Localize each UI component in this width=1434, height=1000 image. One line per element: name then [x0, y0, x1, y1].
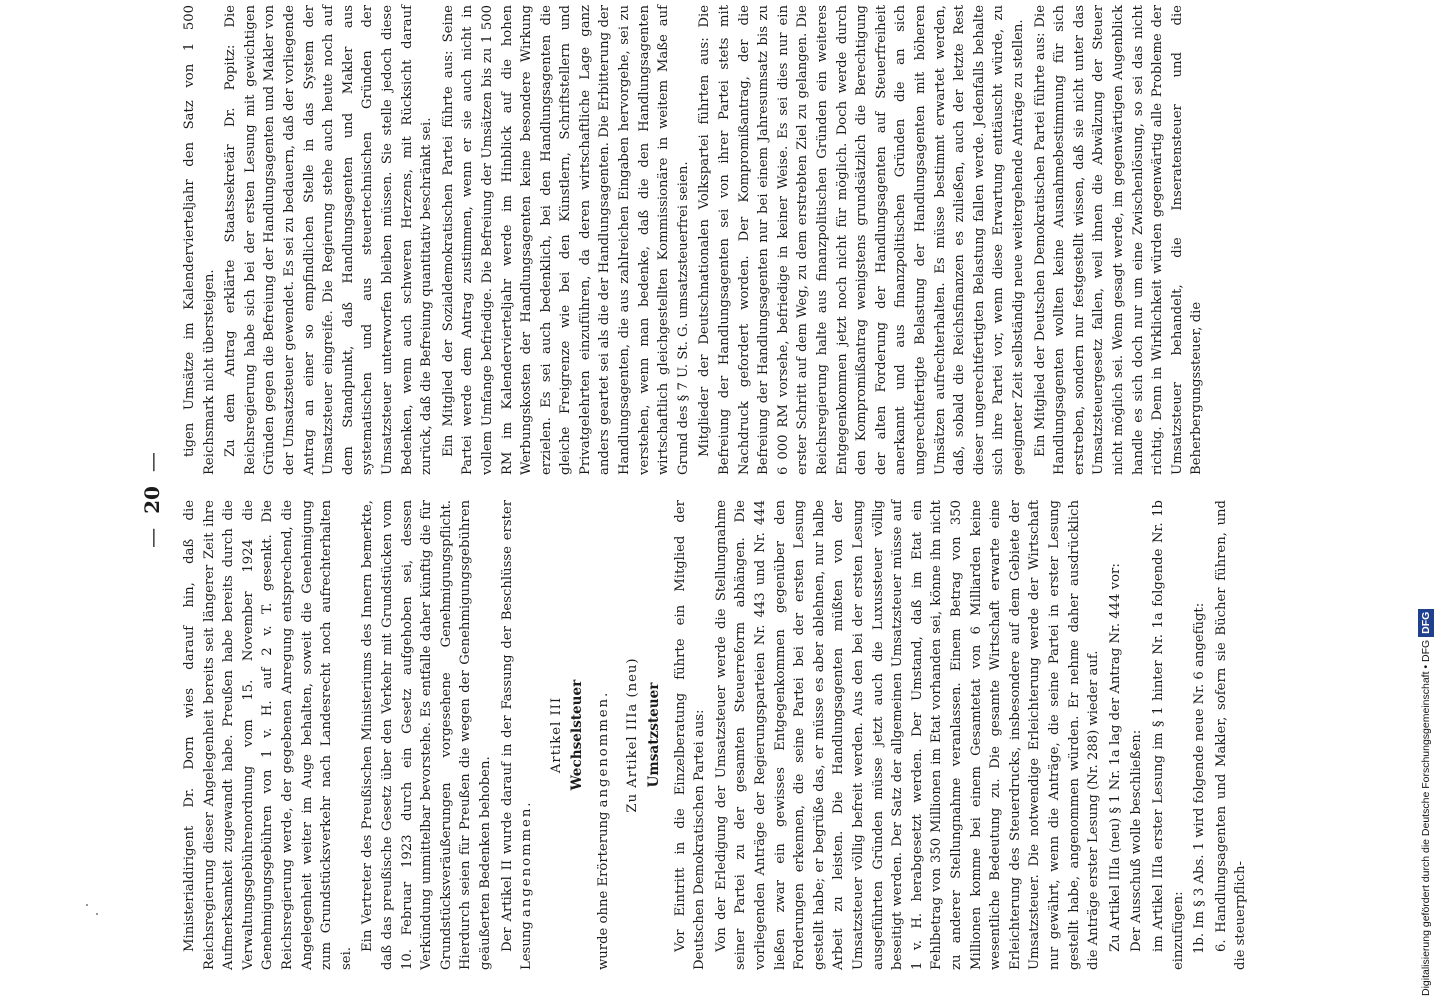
paragraph: Ein Mitglied der Sozialdemokratischen Partei führte aus: Seine Partei werde dem Antrag zustimmen, wenn er sie auch nicht in vollem Umfange befriedige. Die Befreiung der Umsätzen bis zu 1 500 RM im Kalendervierteljahr werde im Hinblick auf die hohen Werbungskosten der Handlungsagenten keine besondere Wirkung erzielen. Es sei auch bedenklich, bei den Handlungsagenten die gleiche Freigrenze wie bei den Künstlern, Schriftstellern und Privatgelehrten einzuführen, da deren wirtschaftliche Lage ganz anders geartet sei als die der Handlungsagenten. Die Erbitterung der Handlungsagenten, die aus zahlreichen Eingaben hervorgehe, sei zu verstehen, wenn man bedenke, daß die den Handlungsagenten wirtschaftlich gleichgestellten Kommissionäre in weitem Maße auf Grund des § 7 U. St. G. umsatzsteuerfrei seien. [440, 5, 691, 475]
header-dash-left: — [140, 527, 164, 548]
paragraph: Mitglieder der Deutschnationalen Volkspartei führten aus: Die Befreiung der Handlungsagenten sei von ihrer Partei stets mit Nachdruck gefordert worden. Der Kompromißantrag, der die Befreiung der Handlungsagenten nur bei einem Jahresumsatz bis zu 6 000 RM vorsehe, befriedige in keiner Weise. Es sei dies nur ein erster Schritt auf dem Weg, zu dem erstrebten Ziel zu gelangen. Die Reichsregierung halte aus finanzpolitischen Gründen ein weiteres Entgegenkommen jetzt noch nicht für möglich. Doch werde durch den Kompromißantrag wenigstens grundsätzlich die Berechtigung der alten Forderung der Handlungsagenten auf Steuerfreiheit anerkannt und aus finanzpolitischen Gründen die an sich ungerechtfertigte Belastung der Handlungsagenten mit höheren Umsätzen aufrechterhalten. Es müsse bestimmt erwartet werden, daß, sobald die Reichsfinanzen es zuließen, auch der letzte Rest dieser ungerechtfertigten Belastung fallen werde. Jedenfalls behalte sich ihre Partei vor, wenn diese Erwartung enttäuscht würde, zu geeigneter Zeit selbständig neue weitergehende Anträge zu stellen. [697, 5, 1026, 475]
page-header [140, 0, 180, 1000]
article-heading: Artikel III [548, 696, 564, 774]
paragraph: Der Ausschuß wolle beschließen: [1129, 729, 1145, 952]
dfg-sidebar [1418, 6, 1434, 996]
left-column [180, 500, 1253, 970]
paragraph: Ministerialdirigent Dr. Dorn wies darauf hin, daß die Reichsregierung dieser Angelegenheit bereits seit längerer Zeit ihre Aufmerksamkeit zugewandt habe. Preußen habe bereits durch die Verwaltungsgebührenordnung vom 15. November 1924 die Genehmigungsgebühren von 1 v. H. auf 2 v. T. gesenkt. Die Reichsregierung werde, der gegebenen Anregung entsprechend, die Angelegenheit weiter im Auge behalten, soweit die Genehmigung zum Grundstücksverkehr nach Landesrecht noch aufrechterhalten sei. [182, 500, 354, 970]
article-heading: Zu Artikel IIIa (neu) [625, 657, 641, 813]
result-text: angenommen. [519, 800, 535, 918]
paragraph: Ein Mitglied der Deutschen Demokratischen Partei führte aus: Die Handlungsagenten wollten keine Ausnahmebestimmung für sich erstreben, sondern nur festgestellt wissen, daß sie nicht unter das Umsatzsteuergesetz fallen, weil ihnen die Abwälzung der Steuer nicht möglich sei. Wenn gesagt werde, im gegenwärtigen Augenblick handle es sich doch nur um eine Zwischenlösung, so sei das nicht richtig. Denn in Wirklichkeit würden gegenwärtig alle Probleme der Umsatzsteuer behandelt, die Inseratensteuer und die Beherbergungssteuer, die [1032, 5, 1205, 475]
dfg-logo: DFG [1418, 609, 1434, 637]
header-dash-right: — [140, 452, 164, 473]
paragraph-text: Der Artikel II wurde darauf in der Fassung der Beschlüsse erster Lesung [499, 500, 535, 970]
paragraph: Von der Erledigung der Umsatzsteuer werde die Stellungnahme seiner Partei zu der gesamten Steuerreform abhängen. Die vorliegenden Anträge der Regierungsparteien Nr. 443 und Nr. 444 ließen zwar ein gewisses Entgegenkommen gegenüber den Forderungen erkennen, die seine Partei bei der ersten Lesung gestellt habe; er begrüße das, er müsse es aber ablehnen, nur halbe Arbeit zu leisten. Die Handlungsagenten müßten von der Umsatzsteuer völlig befreit werden. Aus den bei der ersten Lesung ausgeführten Gründen müsse jetzt auch die Luxussteuer völlig beseitigt werden. Der Satz der allgemeinen Umsatzsteuer müsse auf 1 v. H. herabgesetzt werden. Der Umstand, daß im Etat ein Fehlbetrag von 350 Millionen im Etat vorhanden sei, könne ihn nicht zu anderer Stellungnahme veranlassen. Einem Betrag von 350 Millionen komme bei einem Gesamtetat von 6 Milliarden keine wesentliche Bedeutung zu. Die gesamte Wirtschaft erwarte eine Erleichterung des Steuerdrucks, insbesondere auf dem Gebiete der Umsatzsteuer. Die notwendige Erleichterung werde der Wirtschaft nur gewährt, wenn die Anträge, die seine Partei in erster Lesung gestellt habe, angenommen würden. Er nehme daher ausdrücklich die Anträge erster Lesung (Nr. 288) wieder auf. [713, 500, 1102, 970]
scanned-page [140, 0, 1300, 1000]
paragraph: im Artikel IIIa erster Lesung im § 1 hinter Nr. 1a folgende Nr. 1b einzufügen: [1150, 500, 1186, 970]
page-number: 20 [140, 486, 164, 514]
paragraph: Zu dem Antrag erklärte Staatssekretär Dr. Popitz: Die Reichsregierung habe sich bei der ersten Lesung mit gewichtigen Gründen gegen die Befreiung der Handlungsagenten und Makler von der Umsatzsteuer gewendet. Es sei zu bedauern, daß der vorliegende Antrag an einer so empfindlichen Stelle in das System der Umsatzsteuer eingreife. Die Regierung stehe auch heute noch auf dem Standpunkt, daß Handlungsagenten und Makler aus systematischen und aus steuertechnischen Gründen der Umsatzsteuer unterworfen bleiben müssen. Sie stelle jedoch diese Bedenken, wenn auch schweren Herzens, mit Rücksicht darauf zurück, daß die Befreiung quantitativ beschränkt sei. [223, 5, 435, 475]
dfg-credit-text: Digitalisierung gefördert durch die Deutsche Forschungsgemeinschaft • DFG [1420, 639, 1432, 996]
paragraph: 1b. Im § 3 Abs. 1 wird folgende neue Nr. 6 angefügt: [1192, 602, 1208, 954]
paragraph: Vor Eintritt in die Einzelberatung führte ein Mitglied der Deutschen Demokratischen Partei aus: [672, 500, 708, 970]
scan-speck [86, 904, 88, 906]
right-column [180, 5, 1209, 475]
result-text: angenommen. [595, 690, 611, 808]
dfg-credit [1418, 6, 1434, 996]
paragraph-text: wurde ohne Erörterung [595, 811, 611, 970]
paragraph [498, 500, 537, 970]
paragraph [594, 500, 614, 970]
paragraph: Ein Vertreter des Preußischen Ministeriums des Innern bemerkte, daß das preußische Gesetz über den Verkehr mit Grundstücken vom 10. Februar 1923 durch ein Gesetz aufgehoben sei, dessen Verkündung unmittelbar bevorstehe. Es entfalle daher künftig die für Grundstücksveräußerungen vorgesehene Genehmigungspflicht. Hierdurch seien für Preußen die wegen der Genehmigungsgebühren geäußerten Bedenken behoben. [360, 500, 493, 970]
scan-speck [96, 913, 98, 915]
paragraph: Zu Artikel IIIa (neu) § 1 Nr. 1a lag der Antrag Nr. 444 vor: [1107, 563, 1123, 952]
article-title: Umsatzsteuer [646, 682, 663, 788]
article-title: Wechselsteuer [569, 679, 586, 791]
paragraph: tigen Umsätze im Kalendervierteljahr den Satz von 1 500 Reichsmark nicht übersteigen. [182, 5, 217, 475]
paragraph: 6. Handlungsagenten und Makler, sofern sie Bücher führen, und die steuerpflich- [1213, 500, 1249, 970]
